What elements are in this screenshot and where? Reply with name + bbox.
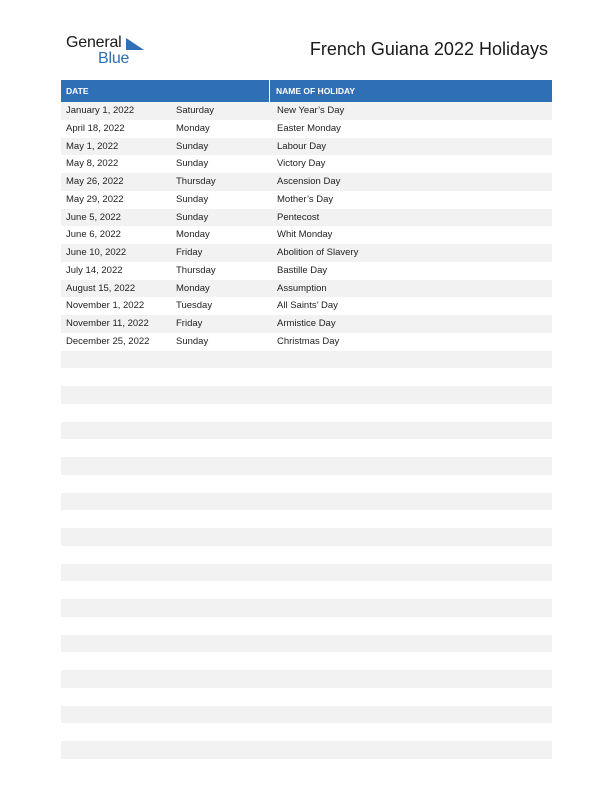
table-row: [61, 457, 552, 475]
row-holiday-name: [271, 581, 552, 599]
table-row: [61, 333, 552, 351]
table-row: [61, 280, 552, 298]
table-row: [61, 386, 552, 404]
row-date: [61, 599, 171, 617]
table-row: [61, 138, 552, 156]
brand-triangle-icon: [124, 37, 146, 51]
row-weekday: Monday: [176, 229, 210, 241]
table-row: [61, 262, 552, 280]
table-row: [61, 422, 552, 440]
row-weekday: [171, 386, 271, 404]
row-date: [61, 688, 171, 706]
row-date: June 10, 2022: [66, 247, 127, 258]
table-row: [61, 510, 552, 528]
row-date: July 14, 2022: [66, 264, 123, 276]
row-date: [61, 368, 171, 386]
row-holiday-name: Christmas Day: [277, 335, 340, 347]
row-date: June 5, 2022: [66, 211, 121, 223]
row-holiday-name: [271, 723, 552, 741]
table-row: [61, 244, 552, 262]
row-weekday: Monday: [176, 122, 210, 134]
row-weekday: Monday: [176, 282, 210, 294]
row-holiday-name: Victory Day: [277, 158, 326, 170]
row-date: [61, 706, 171, 724]
row-holiday-name: [271, 599, 552, 617]
row-weekday: Saturday: [176, 105, 215, 116]
row-date: [61, 351, 171, 369]
table-row: [61, 226, 552, 244]
row-date: [61, 635, 171, 653]
row-weekday: [171, 581, 271, 599]
table-row: [61, 652, 552, 670]
table-row: [61, 315, 552, 333]
row-date: [61, 741, 171, 759]
row-weekday: Tuesday: [176, 300, 213, 312]
row-weekday: [171, 741, 271, 759]
row-holiday-name: [271, 351, 552, 369]
table-row: [61, 439, 552, 457]
row-holiday-name: [271, 368, 552, 386]
row-holiday-name: Labour Day: [277, 140, 327, 152]
row-date: August 15, 2022: [66, 282, 136, 294]
row-weekday: [171, 617, 271, 635]
row-weekday: [171, 688, 271, 706]
table-row: [61, 599, 552, 617]
row-date: [61, 652, 171, 670]
row-date: May 8, 2022: [66, 158, 119, 170]
row-holiday-name: [271, 617, 552, 635]
row-weekday: Sunday: [176, 140, 209, 152]
row-weekday: [171, 475, 271, 493]
row-holiday-name: [271, 741, 552, 759]
row-date: [61, 475, 171, 493]
table-row: [61, 209, 552, 227]
table-row: [61, 475, 552, 493]
row-weekday: [171, 564, 271, 582]
table-row: [61, 564, 552, 582]
row-date: December 25, 2022: [66, 335, 150, 347]
row-holiday-name: New Year’s Day: [277, 105, 345, 116]
row-holiday-name: [271, 652, 552, 670]
row-weekday: [171, 351, 271, 369]
row-date: November 1, 2022: [66, 300, 145, 312]
row-holiday-name: Mother’s Day: [277, 193, 334, 205]
row-date: January 1, 2022: [66, 105, 135, 116]
row-date: [61, 422, 171, 440]
row-holiday-name: [271, 528, 552, 546]
row-holiday-name: [271, 706, 552, 724]
row-date: [61, 723, 171, 741]
row-date: [61, 564, 171, 582]
row-weekday: [171, 546, 271, 564]
row-holiday-name: Bastille Day: [277, 264, 328, 276]
document-title: French Guiana 2022 Holidays: [309, 39, 548, 59]
table-row: [61, 120, 552, 138]
table-row: [61, 191, 552, 209]
row-holiday-name: [271, 670, 552, 688]
table-row: [61, 102, 552, 120]
row-weekday: Thursday: [176, 264, 216, 276]
row-holiday-name: All Saints’ Day: [277, 300, 338, 312]
row-date: [61, 546, 171, 564]
row-weekday: [171, 368, 271, 386]
column-header-holiday-name: NAME OF HOLIDAY: [276, 86, 356, 96]
row-holiday-name: [271, 404, 552, 422]
table-body: [61, 102, 552, 759]
brand-logo: [66, 34, 156, 70]
row-holiday-name: [271, 386, 552, 404]
row-weekday: [171, 439, 271, 457]
row-weekday: Sunday: [176, 335, 209, 347]
row-holiday-name: [271, 635, 552, 653]
row-holiday-name: [271, 457, 552, 475]
row-weekday: [171, 510, 271, 528]
row-holiday-name: Whit Monday: [277, 229, 333, 241]
row-date: [61, 670, 171, 688]
table-row: [61, 670, 552, 688]
row-date: [61, 493, 171, 511]
table-row: [61, 493, 552, 511]
row-weekday: [171, 706, 271, 724]
row-date: May 29, 2022: [66, 193, 124, 205]
row-holiday-name: Pentecost: [277, 211, 320, 223]
row-holiday-name: [271, 688, 552, 706]
table-row: [61, 404, 552, 422]
brand-logo-blue-text: Blue: [98, 50, 130, 67]
row-date: [61, 510, 171, 528]
row-weekday: [171, 404, 271, 422]
row-date: May 26, 2022: [66, 176, 124, 187]
row-weekday: [171, 422, 271, 440]
row-weekday: [171, 652, 271, 670]
column-header-date: DATE: [61, 80, 270, 102]
table-row: [61, 351, 552, 369]
row-weekday: Thursday: [176, 176, 216, 187]
row-holiday-name: [271, 475, 552, 493]
brand-logo-general-text: General: [66, 34, 122, 51]
row-holiday-name: [271, 493, 552, 511]
row-date: November 11, 2022: [66, 318, 149, 329]
row-weekday: [171, 528, 271, 546]
holiday-table: [61, 80, 552, 759]
row-date: May 1, 2022: [66, 140, 119, 152]
row-holiday-name: Assumption: [277, 282, 327, 294]
table-row: [61, 297, 552, 315]
row-date: [61, 581, 171, 599]
row-date: [61, 617, 171, 635]
table-row: [61, 173, 552, 191]
row-weekday: Friday: [176, 318, 203, 329]
row-holiday-name: [271, 564, 552, 582]
row-weekday: [171, 493, 271, 511]
table-row: [61, 617, 552, 635]
row-date: [61, 457, 171, 475]
row-weekday: Sunday: [176, 158, 209, 170]
table-row: [61, 706, 552, 724]
row-date: [61, 439, 171, 457]
row-weekday: Friday: [176, 247, 203, 258]
row-weekday: [171, 670, 271, 688]
table-row: [61, 741, 552, 759]
table-row: [61, 546, 552, 564]
row-date: [61, 404, 171, 422]
row-holiday-name: [271, 422, 552, 440]
row-holiday-name: Ascension Day: [277, 176, 341, 187]
table-row: [61, 723, 552, 741]
row-date: April 18, 2022: [66, 122, 125, 134]
row-date: [61, 528, 171, 546]
table-row: [61, 368, 552, 386]
row-holiday-name: Easter Monday: [277, 122, 341, 134]
row-date: June 6, 2022: [66, 229, 121, 241]
row-weekday: Sunday: [176, 193, 209, 205]
row-weekday: [171, 635, 271, 653]
table-row: [61, 635, 552, 653]
table-row: [61, 688, 552, 706]
row-date: [61, 386, 171, 404]
row-weekday: [171, 599, 271, 617]
table-row: [61, 581, 552, 599]
row-holiday-name: Abolition of Slavery: [277, 247, 359, 258]
table-row: [61, 155, 552, 173]
table-row: [61, 528, 552, 546]
row-weekday: Sunday: [176, 211, 209, 223]
row-holiday-name: Armistice Day: [277, 318, 336, 329]
row-holiday-name: [271, 510, 552, 528]
row-weekday: [171, 723, 271, 741]
row-holiday-name: [271, 546, 552, 564]
row-weekday: [171, 457, 271, 475]
row-holiday-name: [271, 439, 552, 457]
table-header: [61, 80, 552, 102]
